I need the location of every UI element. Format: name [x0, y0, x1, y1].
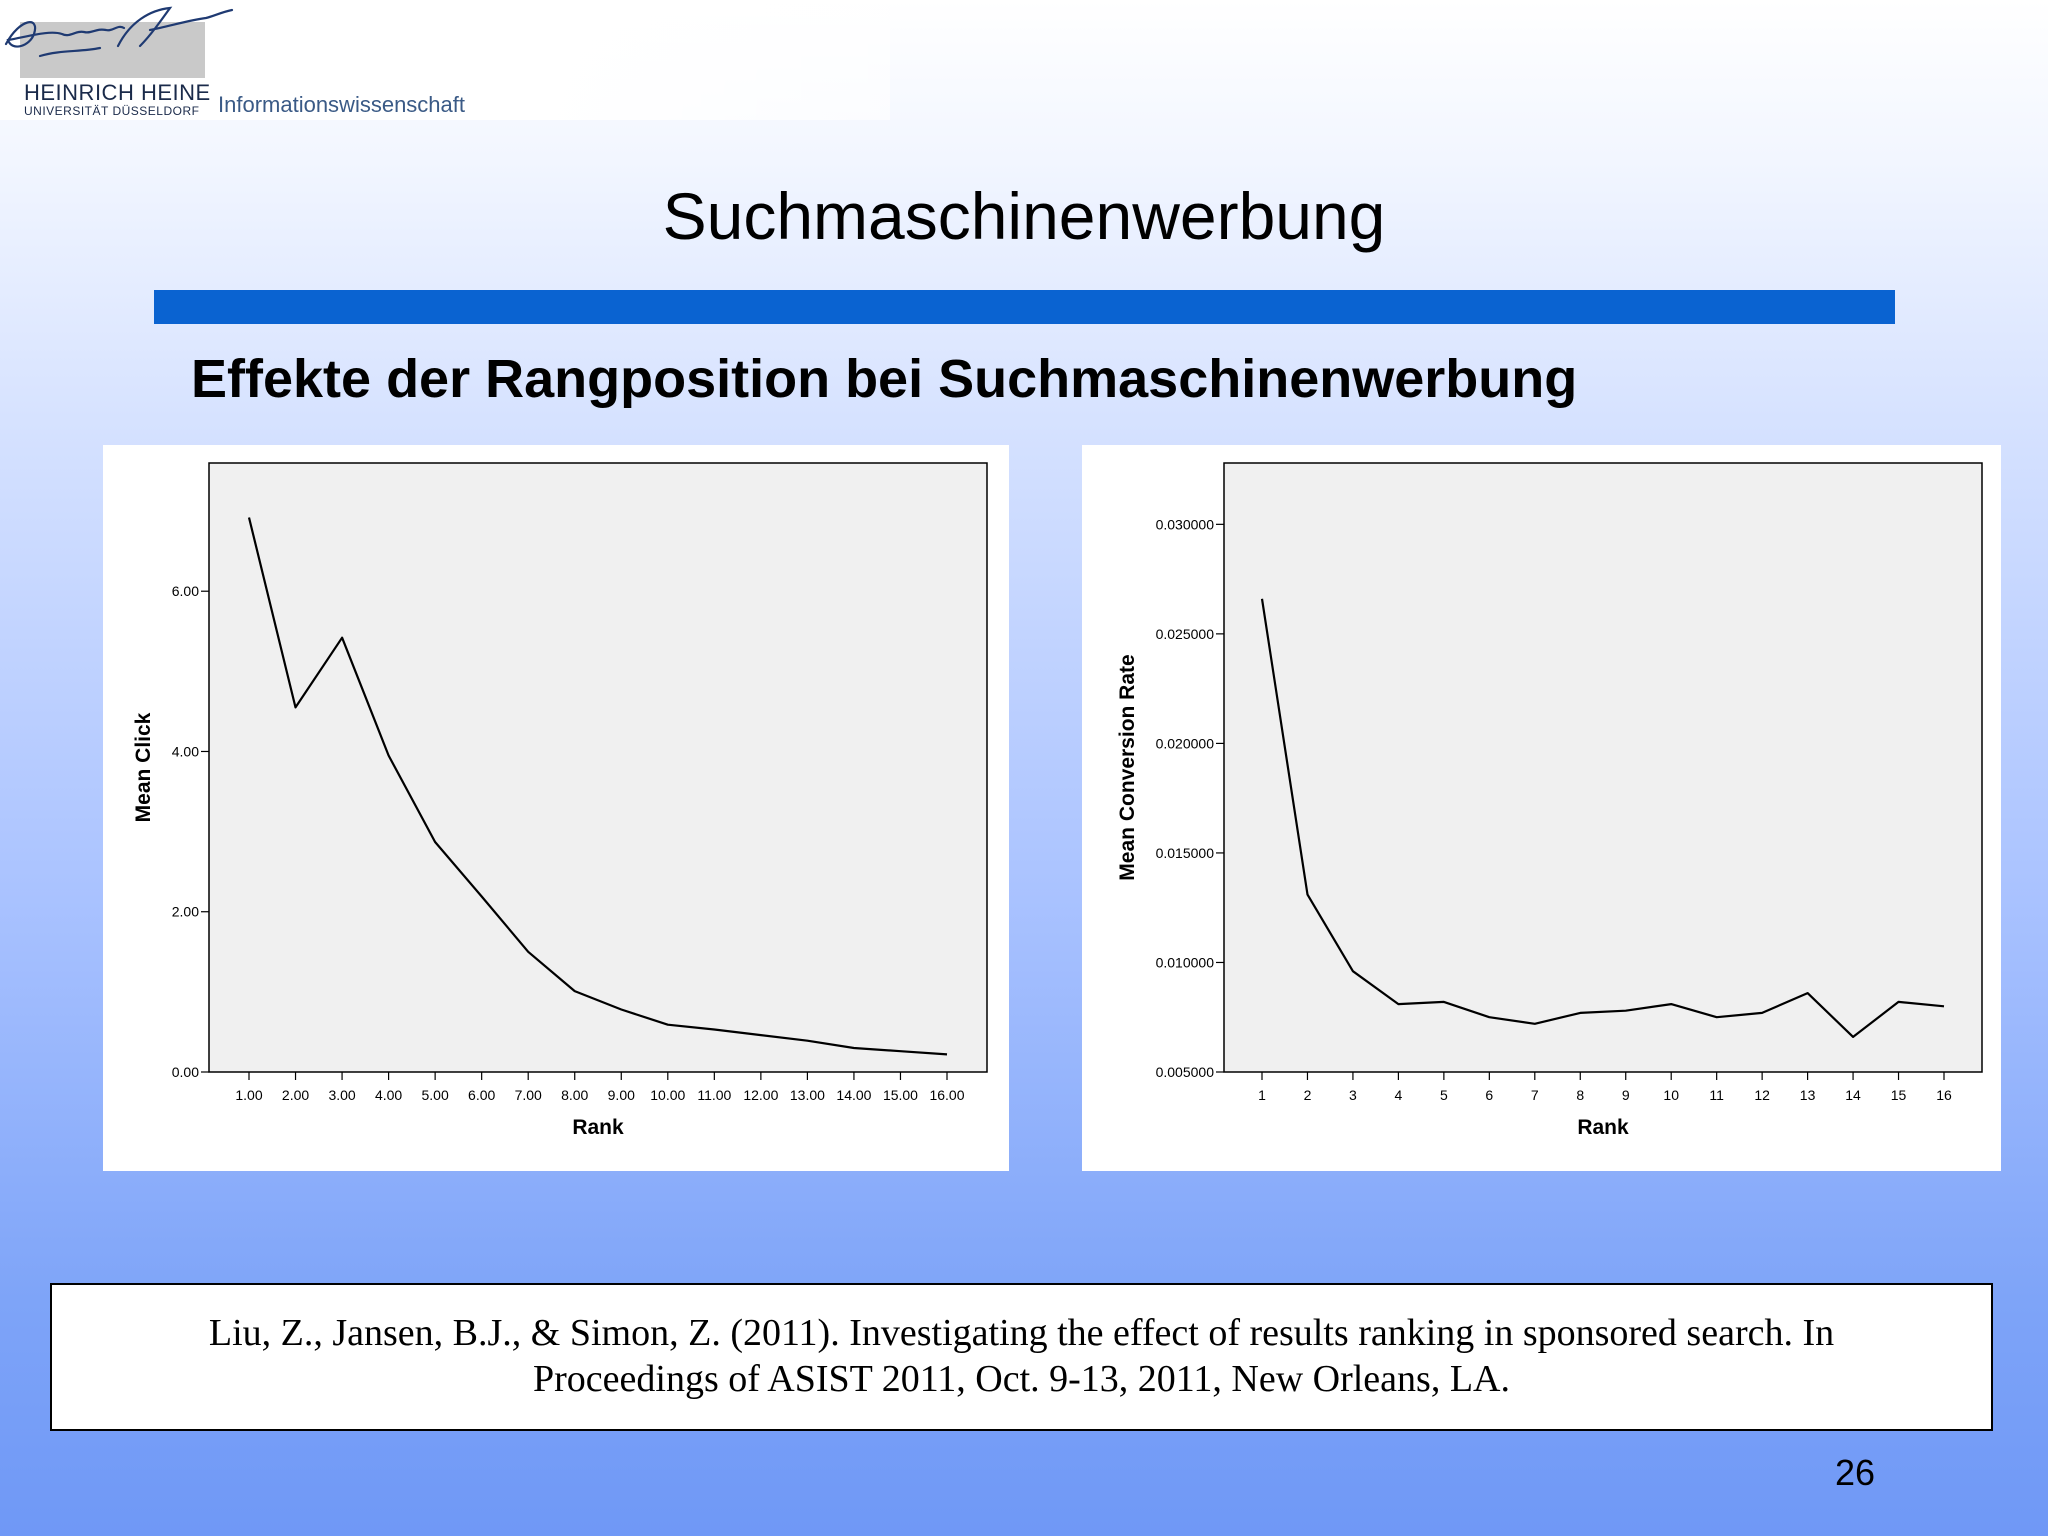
- x-tick-label: 1: [1258, 1087, 1266, 1103]
- chart-mean-click-svg: [103, 445, 1009, 1171]
- chart-mean-conversion-rate: [1082, 445, 2001, 1171]
- y-tick-label: 4.00: [171, 743, 199, 760]
- x-tick-label: 15.00: [882, 1087, 918, 1103]
- y-tick-label: 0.020000: [1155, 735, 1214, 752]
- x-tick-label: 8: [1576, 1087, 1585, 1103]
- y-axis-label: Mean Conversion Rate: [1116, 654, 1139, 881]
- y-axis-label: Mean Click: [132, 712, 155, 823]
- x-tick-label: 8.00: [561, 1087, 589, 1103]
- x-tick-label: 11: [1709, 1087, 1724, 1103]
- y-tick-label: 0.005000: [1155, 1064, 1214, 1080]
- x-axis-label: Rank: [1577, 1116, 1629, 1139]
- x-tick-label: 13.00: [789, 1087, 825, 1103]
- x-tick-label: 14.00: [836, 1087, 872, 1103]
- citation-box: [50, 1283, 1993, 1431]
- x-tick-label: 5.00: [421, 1087, 449, 1103]
- y-tick-label: 0.025000: [1155, 625, 1214, 642]
- page-number: 26: [1834, 1452, 1875, 1493]
- x-tick-label: 12.00: [743, 1087, 779, 1103]
- x-tick-label: 12: [1754, 1087, 1770, 1103]
- chart-mean-click: [103, 445, 1009, 1171]
- x-tick-label: 2.00: [281, 1087, 310, 1103]
- slide-title: Suchmaschinenwerbung: [662, 179, 1386, 253]
- x-tick-label: 1.00: [235, 1087, 263, 1103]
- x-tick-label: 10: [1663, 1087, 1679, 1103]
- x-tick-label: 6: [1485, 1087, 1494, 1103]
- x-tick-label: 16.00: [929, 1087, 965, 1103]
- plot-area: [1224, 463, 1982, 1072]
- slide-subtitle: Effekte der Rangposition bei Suchmaschinenwerbung: [191, 349, 1578, 409]
- x-tick-label: 10.00: [650, 1087, 686, 1103]
- y-tick-label: 6.00: [171, 583, 199, 600]
- x-tick-label: 11.00: [697, 1087, 732, 1103]
- x-tick-label: 13: [1799, 1087, 1816, 1103]
- x-tick-label: 7: [1530, 1087, 1539, 1103]
- title-accent-bar: [154, 290, 1895, 324]
- x-tick-label: 2: [1303, 1087, 1312, 1103]
- y-tick-label: 0.00: [171, 1064, 199, 1080]
- y-tick-label: 0.030000: [1155, 516, 1214, 533]
- y-tick-label: 0.015000: [1155, 844, 1214, 861]
- citation-line-1: Liu, Z., Jansen, B.J., & Simon, Z. (2011). Investigating the effect of results ranking in sponsored search. In: [208, 1312, 1835, 1355]
- plot-area: [209, 463, 987, 1072]
- x-tick-label: 4.00: [374, 1087, 403, 1103]
- x-tick-label: 6.00: [468, 1087, 496, 1103]
- x-tick-label: 16: [1936, 1087, 1952, 1103]
- x-tick-label: 14: [1845, 1087, 1861, 1103]
- chart-mean-conversion-rate-svg: [1082, 445, 2001, 1171]
- y-tick-label: 0.010000: [1155, 954, 1214, 971]
- x-tick-label: 3: [1349, 1087, 1357, 1103]
- x-tick-label: 9: [1621, 1087, 1630, 1103]
- x-tick-label: 5: [1439, 1087, 1448, 1103]
- university-subname: UNIVERSITÄT DÜSSELDORF: [24, 104, 200, 118]
- university-name: HEINRICH HEINE: [24, 80, 211, 105]
- y-tick-label: 2.00: [171, 903, 199, 920]
- x-axis-label: Rank: [572, 1116, 624, 1139]
- citation-line-2: Proceedings of ASIST 2011, Oct. 9-13, 2011, New Orleans, LA.: [533, 1358, 1510, 1400]
- signature-logo-icon: [0, 0, 240, 80]
- x-tick-label: 3.00: [328, 1087, 356, 1103]
- x-tick-label: 4: [1394, 1087, 1403, 1103]
- x-tick-label: 9.00: [607, 1087, 635, 1103]
- x-tick-label: 7.00: [514, 1087, 542, 1103]
- department-name: Informationswissenschaft: [218, 92, 465, 117]
- x-tick-label: 15: [1890, 1087, 1907, 1103]
